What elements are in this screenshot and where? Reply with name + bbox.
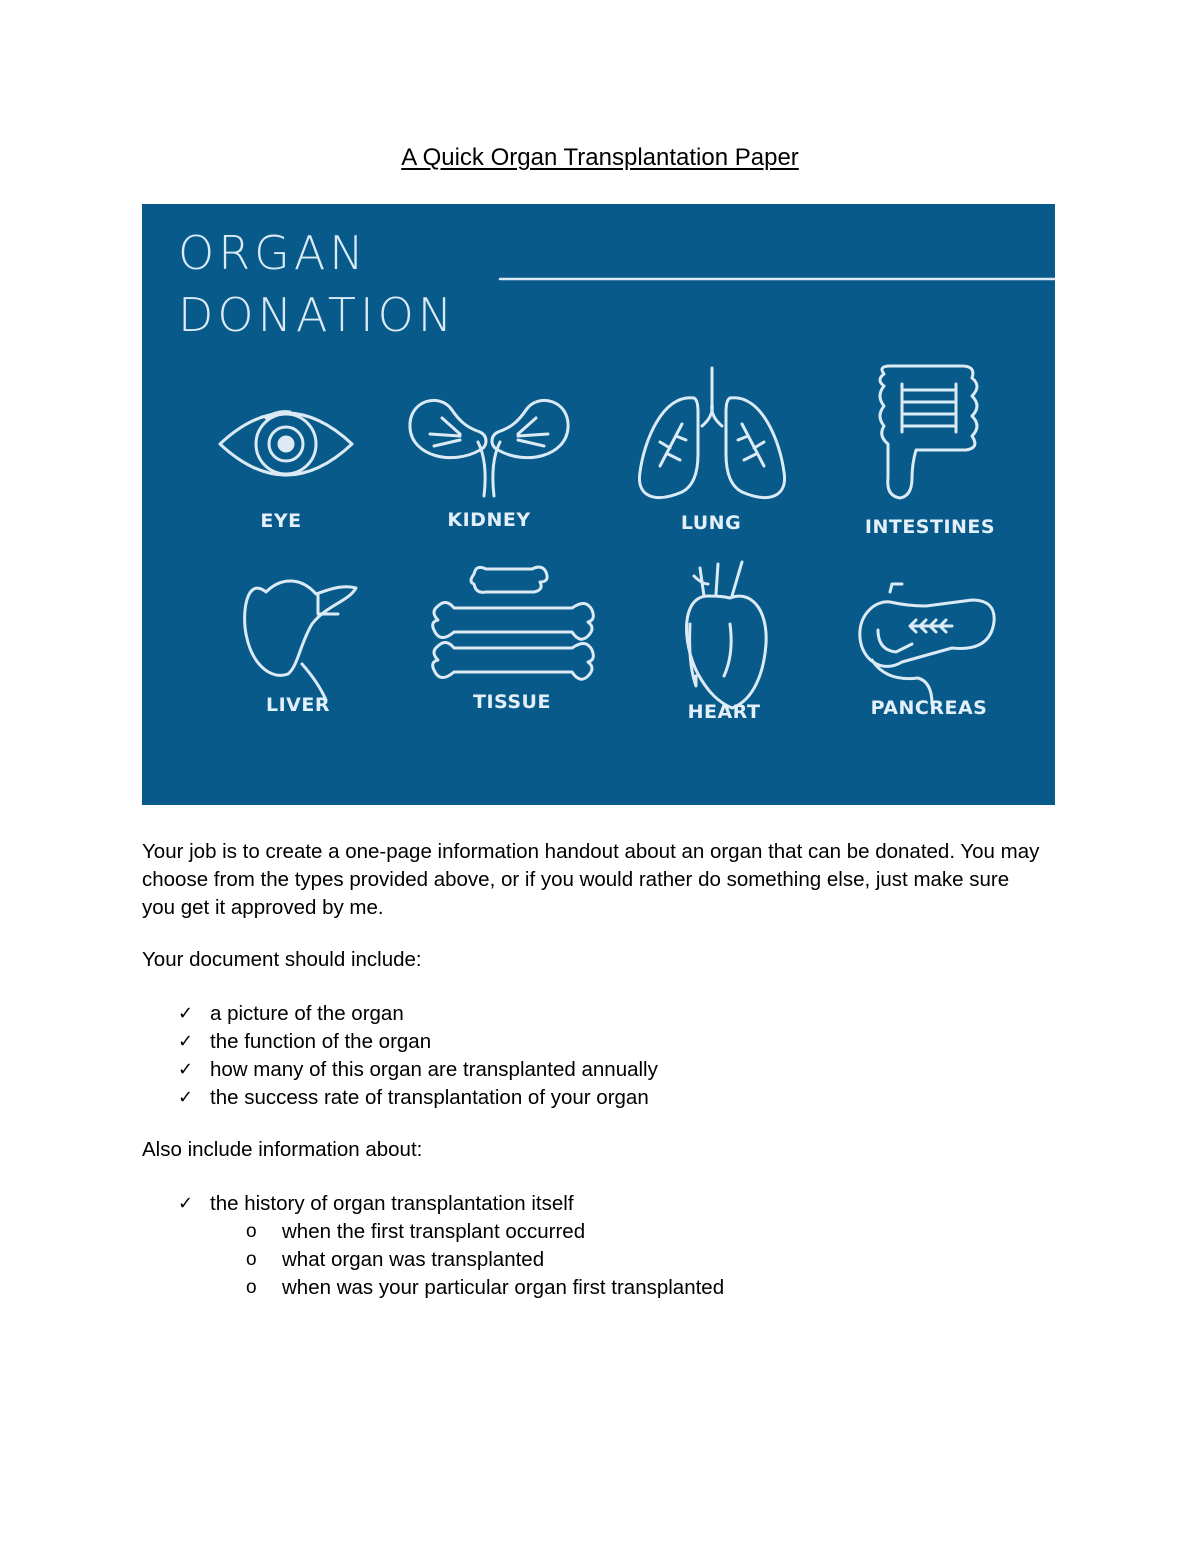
organ-label-lung: LUNG xyxy=(680,512,742,534)
history-sublist xyxy=(246,1218,724,1302)
include-heading: Your document should include: xyxy=(142,948,422,971)
list-item xyxy=(178,1028,658,1056)
tissue-icon xyxy=(433,567,594,679)
sub-list-item-text: what organ was transplanted xyxy=(282,1248,545,1271)
check-icon: ✓ xyxy=(178,1003,194,1024)
list-item-text: how many of this organ are transplanted annually xyxy=(210,1058,658,1081)
liver-icon xyxy=(245,581,356,700)
list-item xyxy=(178,1056,658,1084)
document-title: A Quick Organ Transplantation Paper xyxy=(401,144,799,171)
pancreas-icon xyxy=(860,584,994,704)
organ-label-heart: HEART xyxy=(687,701,761,723)
banner-heading-line2: DONATION xyxy=(178,288,457,342)
organ-label-intestines: INTESTINES xyxy=(864,516,996,538)
organ-label-liver: LIVER xyxy=(266,694,330,716)
sub-list-item xyxy=(246,1246,724,1274)
list-item xyxy=(178,1190,574,1218)
organ-donation-banner xyxy=(142,204,1055,805)
list-item xyxy=(178,1084,658,1112)
organ-label-kidney: KIDNEY xyxy=(447,509,531,531)
intro-paragraph: Your job is to create a one-page information handout about an organ that can be donated. You may choose from the types provided above, or if you would rather do something else, just make sure you get it approved by me. xyxy=(142,840,1040,919)
hollow-bullet-icon: o xyxy=(246,1221,257,1242)
list-item-text: the success rate of transplantation of your organ xyxy=(210,1086,649,1109)
heart-icon xyxy=(687,562,767,708)
list-item-text: a picture of the organ xyxy=(210,1002,404,1025)
check-icon: ✓ xyxy=(178,1059,194,1080)
list-item-text: the history of organ transplantation itself xyxy=(210,1192,574,1215)
lung-icon xyxy=(639,368,784,498)
kidney-icon xyxy=(410,400,568,496)
sub-list-item xyxy=(246,1274,724,1302)
banner-heading-line1: ORGAN xyxy=(178,226,368,280)
hollow-bullet-icon: o xyxy=(246,1249,257,1270)
sub-list-item xyxy=(246,1218,724,1246)
banner-heading xyxy=(178,222,456,346)
check-icon: ✓ xyxy=(178,1031,194,1052)
organ-label-eye: EYE xyxy=(260,510,302,532)
sub-list-item-text: when the first transplant occurred xyxy=(282,1220,586,1243)
intestines-icon xyxy=(880,366,977,498)
check-icon: ✓ xyxy=(178,1193,194,1214)
also-heading: Also include information about: xyxy=(142,1138,423,1161)
list-item-text: the function of the organ xyxy=(210,1030,432,1053)
organ-label-pancreas: PANCREAS xyxy=(870,697,988,719)
check-icon: ✓ xyxy=(178,1087,194,1108)
sub-list-item-text: when was your particular organ first transplanted xyxy=(282,1276,725,1299)
list-item xyxy=(178,1000,658,1028)
eye-icon xyxy=(220,412,352,475)
include-checklist xyxy=(178,1000,658,1112)
also-checklist xyxy=(178,1190,574,1218)
hollow-bullet-icon: o xyxy=(246,1277,257,1298)
organ-label-tissue: TISSUE xyxy=(473,691,551,713)
